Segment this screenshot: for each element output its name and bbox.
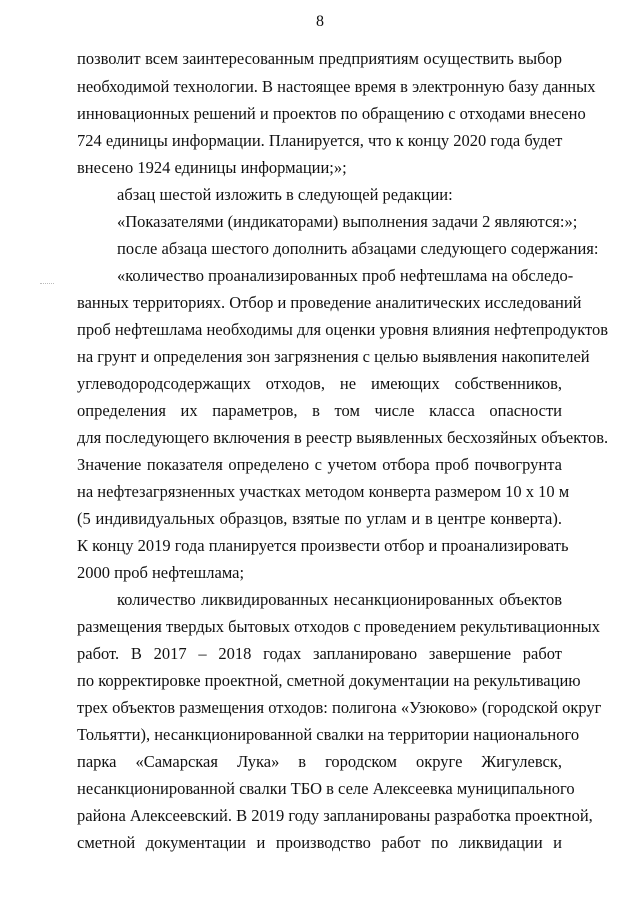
- text-line: 2000 проб нефтешлама;: [77, 563, 245, 582]
- text-line: инновационных решений и проектов по обращению с отходами внесено: [77, 104, 586, 123]
- text-line: «Показателями (индикаторами) выполнения задачи 2 являются:»;: [117, 212, 578, 231]
- text-line: парка «Самарская Лука» в городском округе Жигулевск,: [77, 752, 562, 771]
- text-line: внесено 1924 единицы информации;»;: [77, 158, 347, 177]
- text-line: для последующего включения в реестр выявленных бесхозяйных объектов.: [77, 428, 609, 447]
- text-line: количество ликвидированных несанкционированных объектов: [117, 590, 562, 609]
- text-line: (5 индивидуальных образцов, взятые по углам и в центре конверта).: [77, 509, 562, 528]
- text-line: позволит всем заинтересованным предприятиям осуществить выбор: [77, 49, 562, 68]
- text-line: углеводородсодержащих отходов, не имеющих собственников,: [77, 374, 562, 393]
- text-line: «количество проанализированных проб нефтешлама на обследо-: [117, 266, 574, 285]
- text-line: абзац шестой изложить в следующей редакции:: [117, 185, 453, 204]
- margin-mark: [40, 283, 54, 286]
- text-line: по корректировке проектной, сметной документации на рекультивацию: [77, 671, 581, 690]
- text-line: размещения твердых бытовых отходов с проведением рекультивационных: [77, 617, 601, 636]
- text-line: К концу 2019 года планируется произвести отбор и проанализировать: [77, 536, 569, 555]
- text-line: ванных территориях. Отбор и проведение аналитических исследований: [77, 293, 582, 312]
- page-number: 8: [316, 13, 324, 30]
- text-line: на грунт и определения зон загрязнения с целью выявления накопителей: [77, 347, 590, 366]
- text-line: определения их параметров, в том числе класса опасности: [77, 401, 562, 420]
- text-line: сметной документации и производство работ по ликвидации и: [77, 833, 562, 852]
- text-line: Тольятти), несанкционированной свалки на территории национального: [77, 725, 580, 744]
- text-line: 724 единицы информации. Планируется, что к концу 2020 года будет: [77, 131, 563, 150]
- text-line: проб нефтешлама необходимы для оценки уровня влияния нефтепродуктов: [77, 320, 609, 339]
- text-line: после абзаца шестого дополнить абзацами следующего содержания:: [117, 239, 599, 258]
- text-line: на нефтезагрязненных участках методом конверта размером 10 х 10 м: [77, 482, 570, 501]
- text-line: необходимой технологии. В настоящее время в электронную базу данных: [77, 77, 596, 96]
- text-line: Значение показателя определено с учетом отбора проб почвогрунта: [77, 455, 562, 474]
- text-line: трех объектов размещения отходов: полигона «Узюково» (городской округ: [77, 698, 602, 717]
- text-line: работ. В 2017 – 2018 годах запланировано завершение работ: [77, 644, 562, 663]
- text-line: несанкционированной свалки ТБО в селе Алексеевка муниципального: [77, 779, 575, 798]
- text-line: района Алексеевский. В 2019 году запланированы разработка проектной,: [77, 806, 593, 825]
